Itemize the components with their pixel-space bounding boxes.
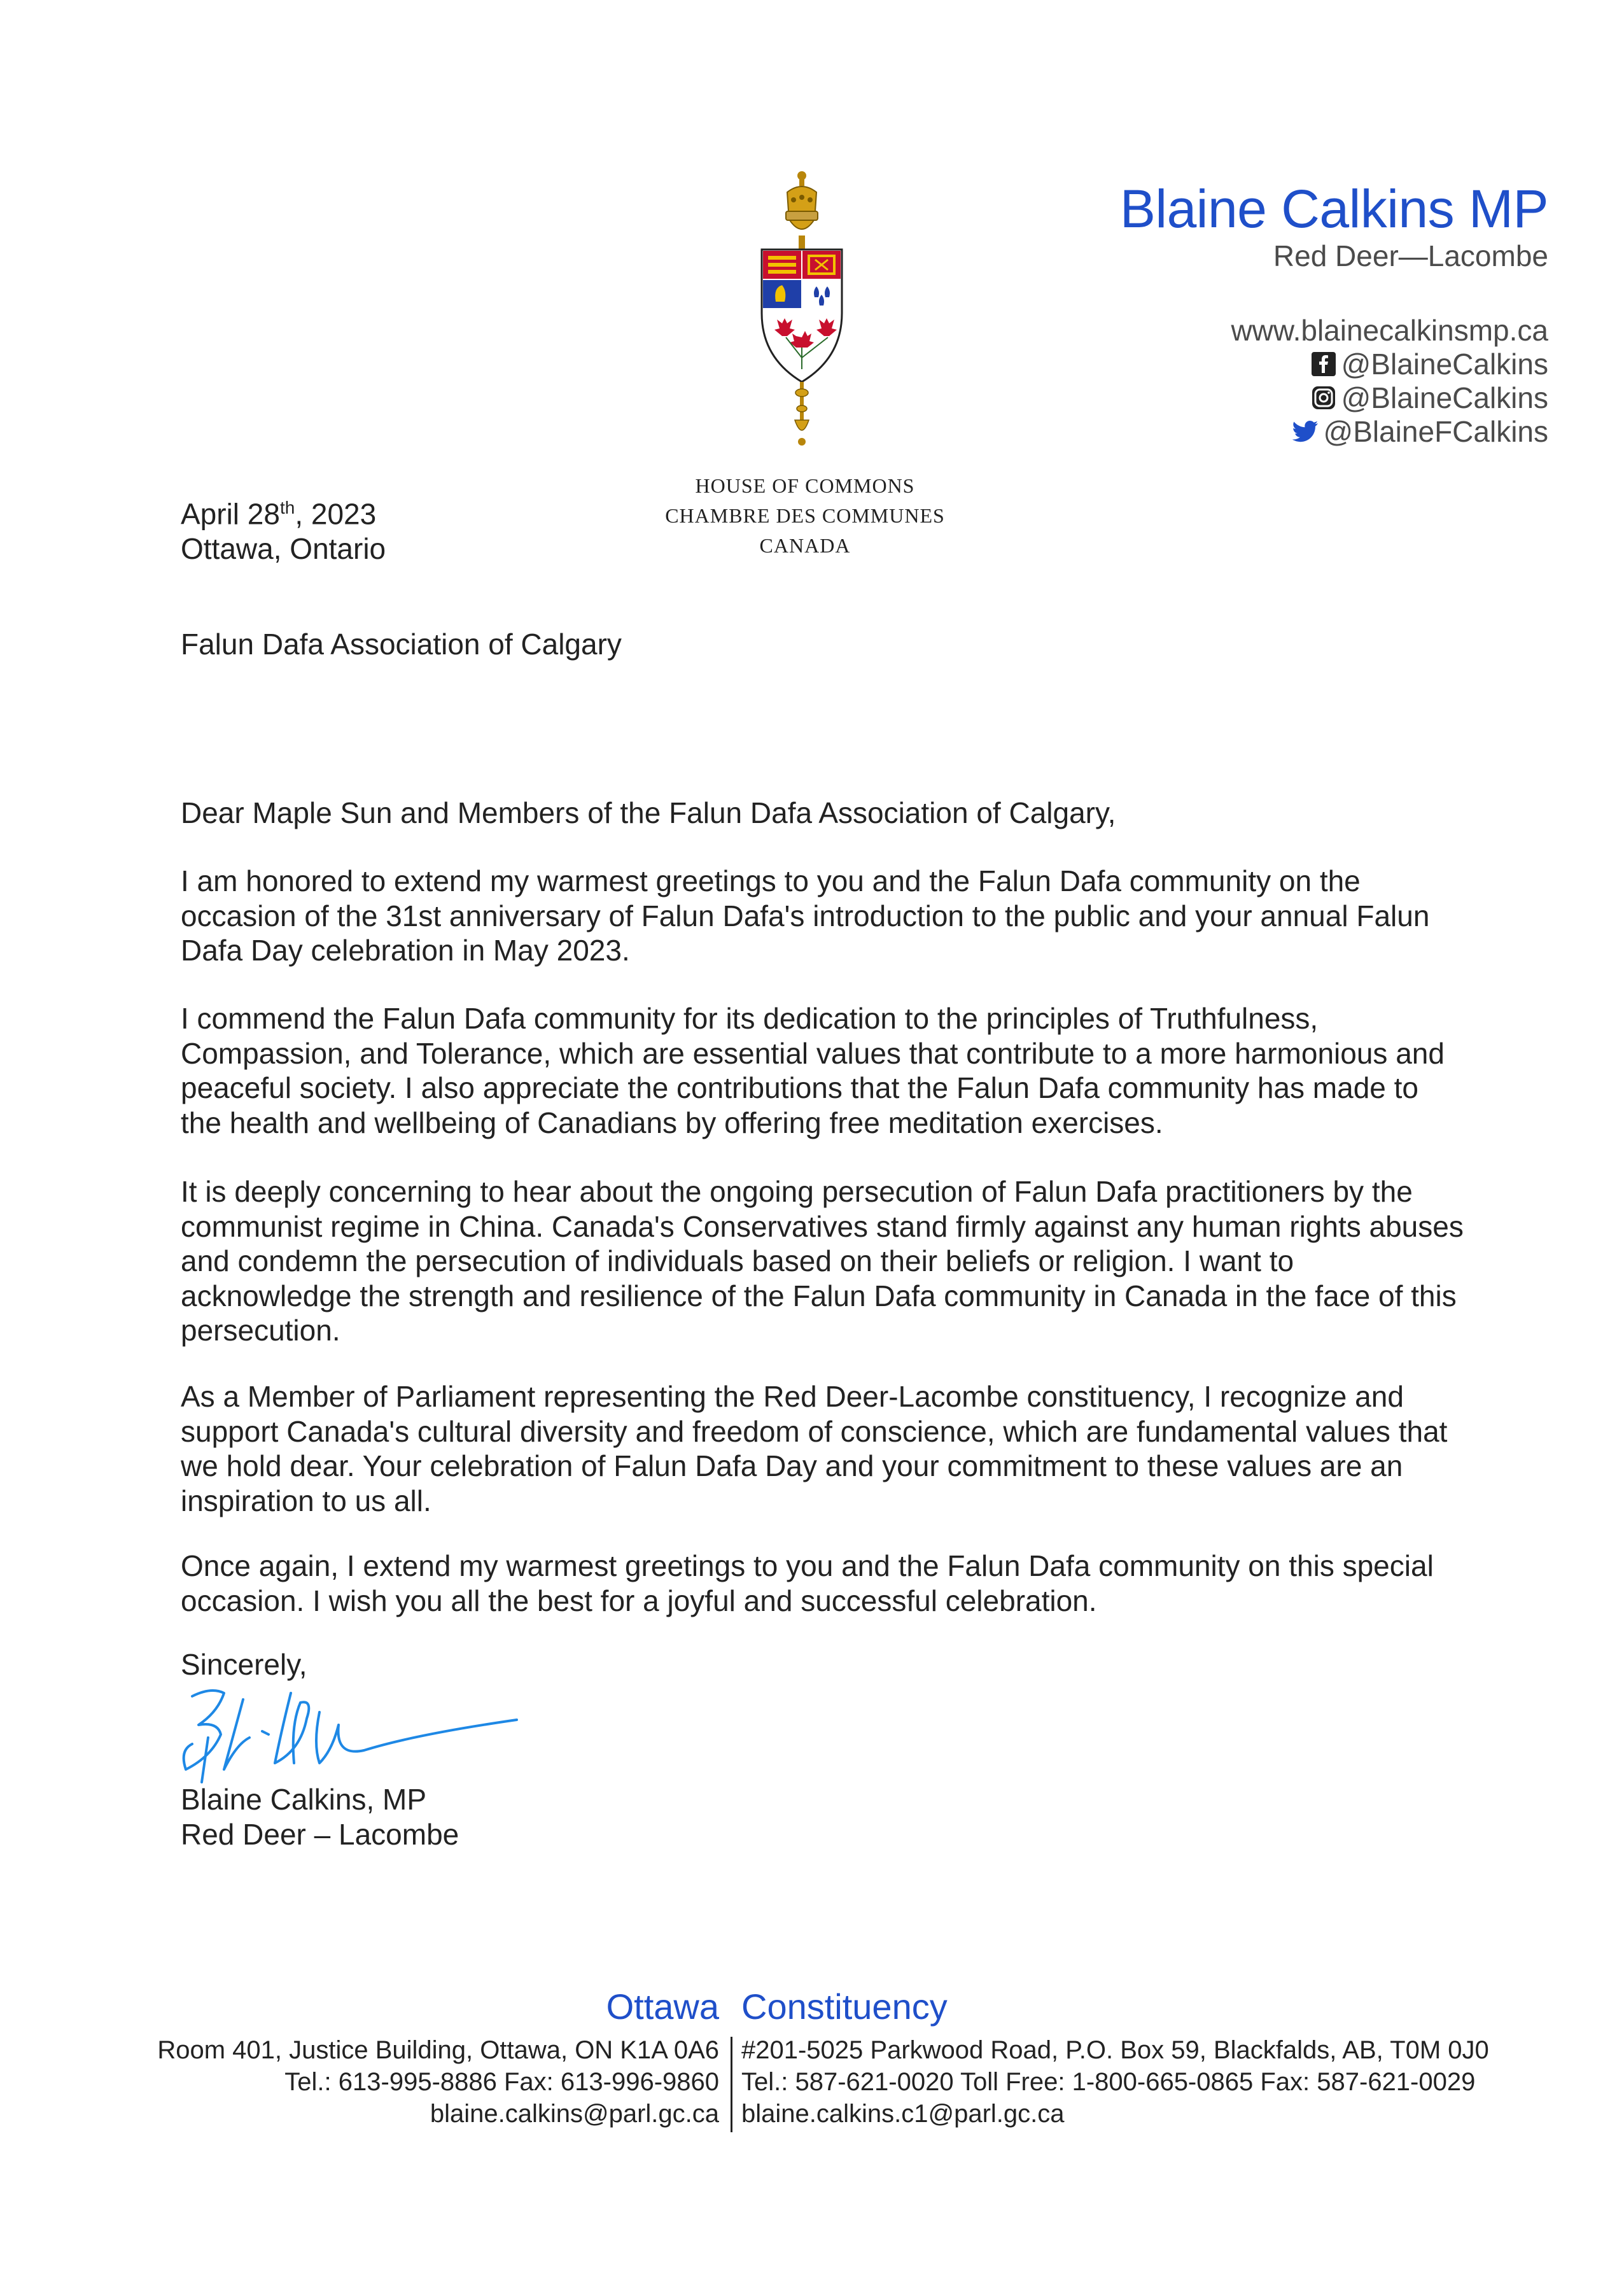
constituency-email[interactable]: blaine.calkins.c1@parl.gc.ca: [741, 2100, 1065, 2128]
house-en: HOUSE OF COMMONS: [695, 474, 915, 497]
paragraph-5: Once again, I extend my warmest greetings to you and the Falun Dafa community on this special occasion. I wish you all the best for a joyful and successful celebration.: [181, 1549, 1434, 1617]
letter-date: April 28th, 2023: [181, 497, 377, 531]
website-link[interactable]: www.blainecalkinsmp.ca: [1231, 314, 1548, 347]
mp-riding: Red Deer—Lacombe: [1273, 239, 1548, 272]
ottawa-phone: Tel.: 613-995-8886 Fax: 613-996-9860: [284, 2068, 719, 2096]
twitter-handle[interactable]: @BlaineFCalkins: [1323, 415, 1548, 448]
instagram-line: [1310, 381, 1548, 415]
mp-name: Blaine Calkins MP: [1119, 179, 1548, 239]
handwritten-signature: [173, 1674, 529, 1795]
house-country: CANADA: [759, 534, 851, 557]
letter-location: Ottawa, Ontario: [181, 532, 386, 566]
twitter-line: [1292, 414, 1549, 449]
signature-name: Blaine Calkins, MP: [181, 1783, 427, 1816]
facebook-handle[interactable]: @BlaineCalkins: [1341, 348, 1548, 381]
recipient: Falun Dafa Association of Calgary: [181, 628, 622, 661]
paragraph-4: As a Member of Parliament representing the Red Deer-Lacombe constituency, I recognize and support Canada's cultural diversity and freedom of conscience, which are fundamental values that we hold dear. Your celebration of Falun Dafa Day and your commitment to these values are an inspiration to us all.: [181, 1380, 1448, 1517]
ottawa-email[interactable]: blaine.calkins@parl.gc.ca: [430, 2100, 719, 2128]
footer-divider: [731, 2037, 732, 2132]
salutation: Dear Maple Sun and Members of the Falun Dafa Association of Calgary,: [181, 796, 1116, 829]
house-of-commons-crest-icon: [754, 167, 850, 453]
instagram-handle[interactable]: @BlaineCalkins: [1341, 381, 1548, 414]
facebook-line: [1310, 347, 1548, 381]
date-block: [181, 490, 386, 566]
instagram-icon: [1310, 384, 1338, 412]
constituency-address: #201-5025 Parkwood Road, P.O. Box 59, Blackfalds, AB, T0M 0J0: [741, 2036, 1489, 2064]
paragraph-3: It is deeply concerning to hear about the ongoing persecution of Falun Dafa practitioners by the communist regime in China. Canada's Conservatives stand firmly against any human rights abuses and condemn the persecution of individuals based on their beliefs or religion. I want to acknowledge the strength and resilience of the Falun Dafa community in Canada in the face of this persecution.: [181, 1175, 1464, 1347]
paragraph-2: I commend the Falun Dafa community for its dedication to the principles of Truthfulness, Compassion, and Tolerance, which are essential values that contribute to a more harmonious and peaceful society. I also appreciate the contributions that the Falun Dafa community has made to the health and wellbeing of Canadians by offering free meditation exercises.: [181, 1002, 1445, 1139]
ottawa-address: Room 401, Justice Building, Ottawa, ON K1A 0A6: [157, 2036, 719, 2064]
footer-constituency-office: [741, 2034, 1489, 2130]
footer-ottawa-heading: Ottawa: [606, 1986, 719, 2027]
twitter-icon: [1292, 418, 1320, 446]
house-fr: CHAMBRE DES COMMUNES: [665, 504, 945, 527]
paragraph-1: I am honored to extend my warmest greetings to you and the Falun Dafa community on the occasion of the 31st anniversary of Falun Dafa's introduction to the public and your annual Falun Dafa Day celebration in May 2023.: [181, 864, 1430, 967]
footer-ottawa-office: [157, 2034, 719, 2130]
closing: Sincerely,: [181, 1648, 307, 1681]
website-line: [1231, 313, 1548, 348]
footer-constituency-heading: Constituency: [741, 1986, 948, 2027]
signature-riding: Red Deer – Lacombe: [181, 1818, 459, 1851]
constituency-phone: Tel.: 587-621-0020 Toll Free: 1-800-665-0865 Fax: 587-621-0029: [741, 2068, 1476, 2096]
facebook-icon: [1310, 350, 1338, 378]
signature-block: [181, 1782, 459, 1852]
house-of-commons-label: [643, 471, 967, 561]
